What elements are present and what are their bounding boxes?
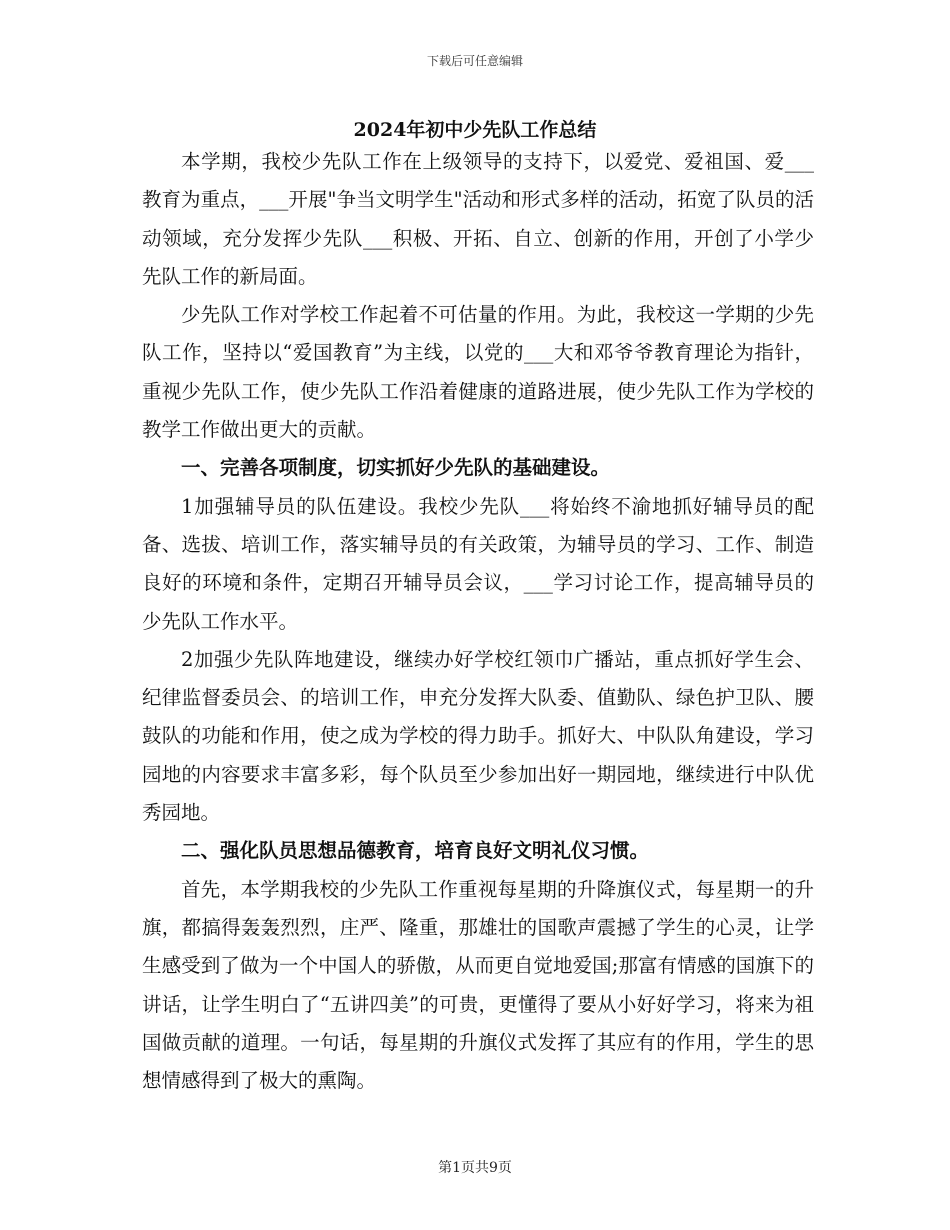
section-heading-1: 一、完善各项制度，切实抓好少先队的基础建设。 [181,456,611,480]
section-heading-2: 二、强化队员思想品德教育，培育良好文明礼仪习惯。 [181,839,650,863]
paragraph-counselor-team: 1加强辅导员的队伍建设。我校少先队___将始终不渝地抓好辅导员的配备、选拔、培训工作，落实辅导员的有关政策，为辅导员的学习、工作、制造良好的环境和条件，定期召开辅导员会议，___学习讨论工作，提高辅导员的少先队工作水平。 [142,494,814,633]
paragraph-position-building: 2加强少先队阵地建设，继续办好学校红领巾广播站，重点抓好学生会、纪律监督委员会、的培训工作，申充分发挥大队委、值勤队、绿色护卫队、腰鼓队的功能和作用，使之成为学校的得力助手。抓好大、中队队角建设，学习园地的内容要求丰富多彩，每个队员至少参加出好一期园地，继续进行中队优秀园地。 [142,647,814,825]
paragraph-purpose: 少先队工作对学校工作起着不可估量的作用。为此，我校这一学期的少先队工作，坚持以“爱国教育”为主线，以党的___大和邓爷爷教育理论为指针，重视少先队工作，使少先队工作沿着健康的道路进展，使少先队工作为学校的教学工作做出更大的贡献。 [142,303,814,442]
paragraph-intro: 本学期，我校少先队工作在上级领导的支持下，以爱党、爱祖国、爱___教育为重点，___开展"争当文明学生"活动和形式多样的活动，拓宽了队员的活动领域，充分发挥少先队___积极、开拓、自立、创新的作用，开创了小学少先队工作的新局面。 [142,150,814,288]
page-footer: 第1页共9页 [438,1160,512,1176]
paragraph-flag-ceremony: 首先，本学期我校的少先队工作重视每星期的升降旗仪式，每星期一的升旗，都搞得轰轰烈烈，庄严、隆重，那雄壮的国歌声震撼了学生的心灵，让学生感受到了做为一个中国人的骄傲，从而更自觉地爱国;那富有情感的国旗下的讲话，让学生明白了“五讲四美”的可贵，更懂得了要从小好好学习，将来为祖国做贡献的道理。一句话，每星期的升旗仪式发挥了其应有的作用，学生的思想情感得到了极大的熏陶。 [142,877,814,1093]
header-note: 下载后可任意编辑 [426,54,523,68]
document-body [142,143,814,1100]
document-title: 2024年初中少先队工作总结 [353,119,597,141]
